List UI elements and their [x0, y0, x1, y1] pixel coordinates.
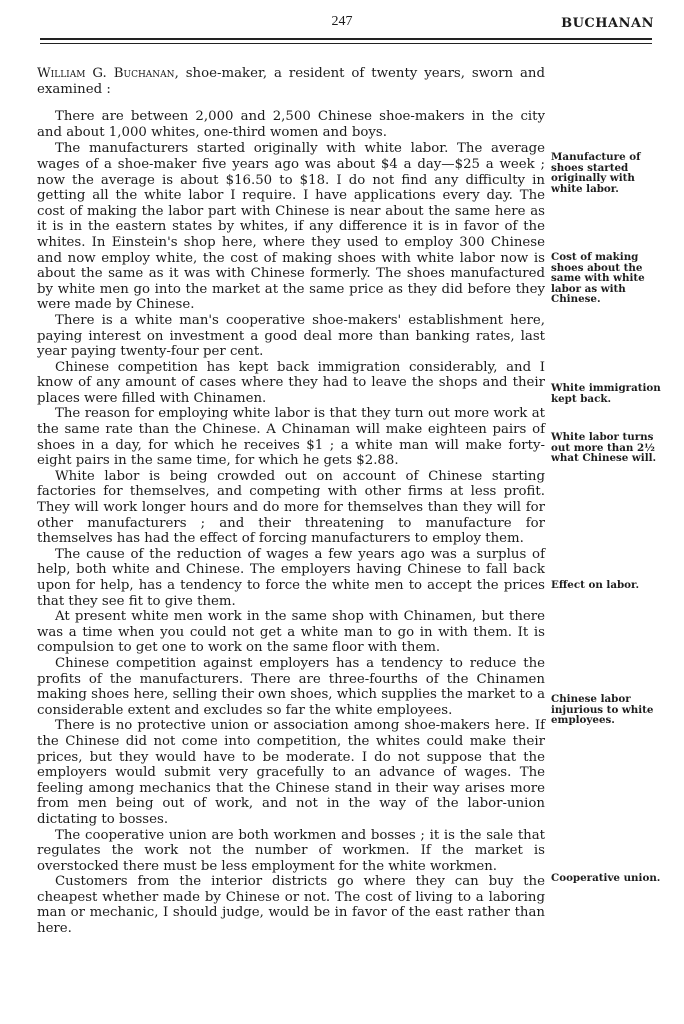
- witness-intro: [37, 66, 545, 97]
- margin-note-manufacture: Manufacture of shoes started originally with white labor.: [551, 151, 641, 195]
- header-rule-thin: [40, 43, 652, 44]
- header-rule-thick: [40, 38, 652, 40]
- paragraph: The reason for employing white labor is that they turn out more work at the same rate than the Chinese. A Chinaman will make eighteen pairs of shoes in a day, for which he receives $1 ; a white man will make forty-eight pairs in the same time, for which he gets $2.88.: [37, 406, 545, 469]
- paragraph: Chinese competition against employers has a tendency to reduce the profits of the manufacturers. There are three-fourths of the Chinamen making shoes here, selling their own shoes, which supplies the market to a considerable extent and excludes so far the white employees.: [37, 655, 545, 718]
- margin-note-output: White labor turns out more than 2½ what Chinese will.: [551, 431, 657, 465]
- running-head: BUCHANAN: [561, 16, 654, 31]
- paragraph: There is a white man's cooperative shoe-makers' establishment here, paying interest on investment a good deal more than banking rates, last year paying twenty-four per cent.: [37, 312, 545, 360]
- paragraph: The manufacturers started originally with white labor. The average wages of a shoe-maker five years ago was about $4 a day—$25 a week ; now the average is about $16.50 to $18. I do not find any difficulty in getting all the white labor I require. I have applications every day. The cost of making the labor part with Chinese is near about the same here as it is in the eastern states by whites, if any difference it is in favor of the whites. In Einstein's shop here, where they used to employ 300 Chinese and now employ white, the cost of making shoes with white labor now is about the same as it was with Chinese formerly. The shoes manufactured by white men go into the market at the same price as they did before they were made by Chinese.: [37, 141, 545, 313]
- testimony-body: [37, 66, 545, 937]
- page-number: 247: [331, 14, 353, 29]
- paragraph: The cooperative union are both workmen and bosses ; it is the sale that regulates the work not the number of workmen. If the market is overstocked there must be less employment for the white workmen.: [37, 827, 545, 874]
- paragraph: There is no protective union or association among shoe-makers here. If the Chinese did not come into competition, the whites could make their prices, but they would have to be moderate. I do not suppose that the employers would submit very gracefully to an advance of wages. The feeling among mechanics that the Chinese stand in their way arises more from men being out of work, and not in the way of the labor-union dictating to bosses.: [37, 718, 545, 827]
- paragraph: Customers from the interior districts go where they can buy the cheapest whether made by Chinese or not. The cost of living to a laboring man or mechanic, I should judge, would be in favor of the east rather than here.: [37, 874, 545, 937]
- paragraph: Chinese competition has kept back immigration considerably, and I know of any amount of cases where they had to leave the shops and their places were filled with Chinamen.: [37, 359, 545, 406]
- margin-note-injurious: Chinese labor injurious to white employees.: [551, 693, 654, 727]
- margin-note-immigration: White immigration kept back.: [551, 382, 661, 405]
- paragraph: White labor is being crowded out on account of Chinese starting factories for themselves, and competing with other firms at less profit. They will work longer hours and do more for themselves than they will for other manufacturers ; and their threatening to manufacture for themselves has had the effect of forcing manufacturers to employ them.: [37, 468, 545, 547]
- margin-note-cost: Cost of making shoes about the same with white labor as with Chinese.: [551, 251, 645, 306]
- paragraph: At present white men work in the same shop with Chinamen, but there was a time when you could not get a white man to go in with them. It is compulsion to get one to work on the same floor with them.: [37, 609, 545, 656]
- margin-note-effect: Effect on labor.: [551, 579, 640, 591]
- paragraph: The cause of the reduction of wages a few years ago was a surplus of help, both white and Chinese. The employers having Chinese to fall back upon for help, has a tendency to force the white men to accept the prices that they see fit to give them.: [37, 546, 545, 609]
- margin-note-cooperative: Cooperative union.: [551, 872, 661, 884]
- witness-name: William G. Buchanan: [37, 66, 175, 81]
- paragraph: There are between 2,000 and 2,500 Chinese shoe-makers in the city and about 1,000 whites, one-third women and boys.: [37, 109, 545, 140]
- witness-description: , shoe-maker, a resident of twenty years, sworn and examined :: [37, 66, 545, 97]
